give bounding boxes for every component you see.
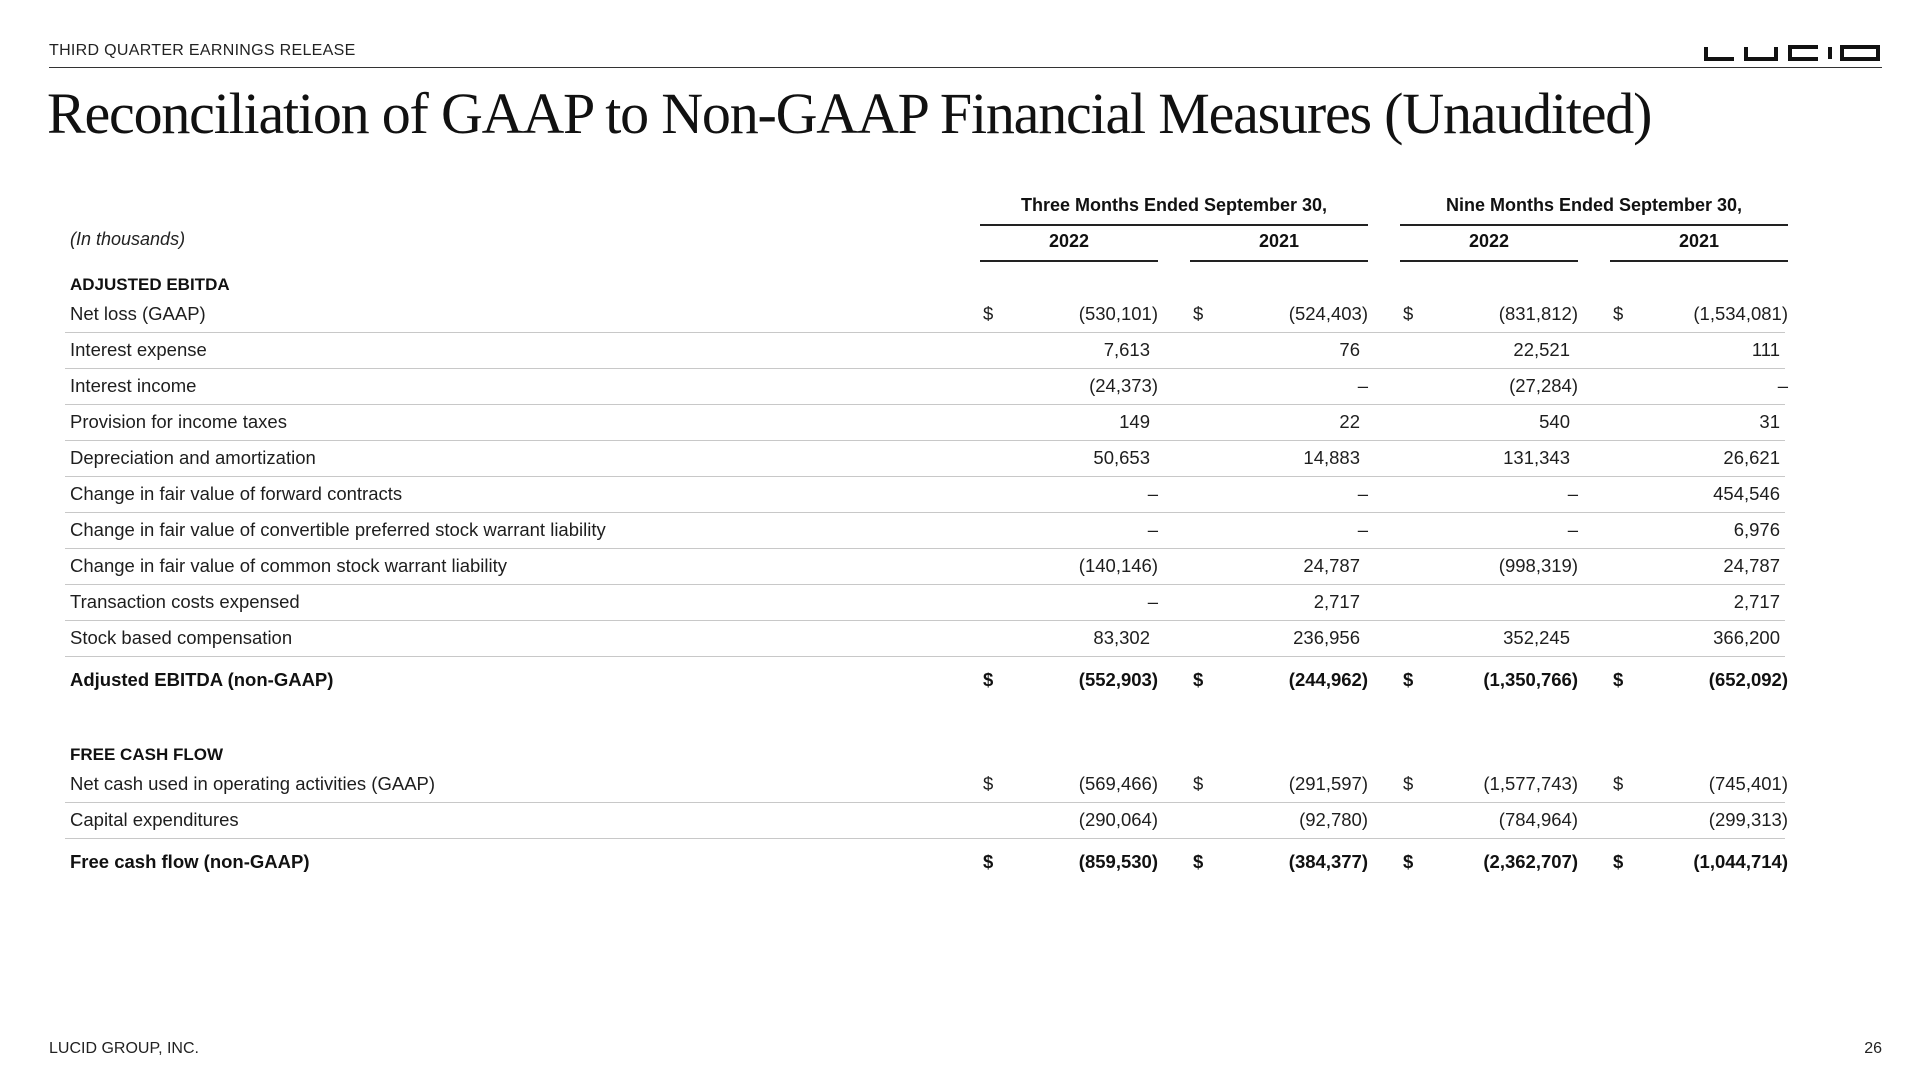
total-value: (552,903) [1078, 669, 1158, 690]
row-label: Change in fair value of convertible preferred stock warrant liability [70, 519, 606, 540]
cell-value: 352,245 [1503, 627, 1570, 648]
total-value: (244,962) [1288, 669, 1368, 690]
currency-symbol: $ [1613, 303, 1624, 324]
cell-value: (140,146) [1078, 555, 1158, 576]
cell-value: (745,401) [1708, 773, 1788, 794]
cell-value: 111 [1751, 339, 1780, 360]
cell-value: (92,780) [1299, 809, 1368, 830]
total-value: (384,377) [1288, 851, 1368, 872]
table-row [65, 476, 1785, 513]
header-rule [49, 67, 1882, 68]
cell-value: (530,101) [1078, 303, 1158, 324]
header-label: THIRD QUARTER EARNINGS RELEASE [49, 42, 356, 59]
table-row [65, 802, 1788, 839]
cell-value: (24,373) [1089, 375, 1158, 396]
table-row [65, 548, 1785, 585]
cell-value: 14,883 [1303, 447, 1360, 468]
cell-value: – [1357, 483, 1368, 504]
cell-value: 24,787 [1303, 555, 1360, 576]
year-header: 2021 [1678, 231, 1720, 251]
row-label: Depreciation and amortization [70, 447, 316, 468]
period-header: Three Months Ended September 30, [1020, 195, 1328, 215]
total-label: Free cash flow (non-GAAP) [70, 851, 310, 872]
currency-symbol: $ [983, 303, 994, 324]
total-value: (2,362,707) [1483, 851, 1578, 872]
row-label: Stock based compensation [70, 627, 293, 648]
units-label: (In thousands) [70, 229, 186, 249]
lucid-wordmark-icon [1704, 44, 1882, 62]
cell-value: 26,621 [1723, 447, 1780, 468]
year-header: 2022 [1048, 231, 1090, 251]
page-number: 26 [1864, 1040, 1882, 1057]
table-row [65, 368, 1788, 405]
cell-value: 2,717 [1313, 591, 1360, 612]
cell-value: 7,613 [1103, 339, 1150, 360]
table-row [65, 584, 1785, 621]
period-rule [980, 224, 1368, 226]
cell-value: 236,956 [1293, 627, 1360, 648]
cell-value: – [1147, 519, 1158, 540]
currency-symbol: $ [1403, 303, 1414, 324]
currency-symbol: $ [1613, 851, 1624, 872]
currency-symbol: $ [1193, 303, 1204, 324]
cell-value: (291,597) [1288, 773, 1368, 794]
row-label: Change in fair value of common stock warrant liability [70, 555, 507, 576]
currency-symbol: $ [1193, 669, 1204, 690]
total-value: (859,530) [1078, 851, 1158, 872]
row-label: Net loss (GAAP) [70, 303, 206, 324]
currency-symbol: $ [1193, 851, 1204, 872]
cell-value: (290,064) [1078, 809, 1158, 830]
year-rule [1400, 260, 1578, 262]
currency-symbol: $ [983, 773, 994, 794]
cell-value: (998,319) [1498, 555, 1578, 576]
total-value: (1,350,766) [1483, 669, 1578, 690]
year-rule [1610, 260, 1788, 262]
row-label: Interest expense [70, 339, 207, 360]
cell-value: 22 [1339, 411, 1360, 432]
table-row [65, 512, 1785, 549]
currency-symbol: $ [1193, 773, 1204, 794]
total-label: Adjusted EBITDA (non-GAAP) [70, 669, 334, 690]
cell-value: 454,546 [1713, 483, 1780, 504]
cell-value: (1,577,743) [1483, 773, 1578, 794]
cell-value: (831,812) [1498, 303, 1578, 324]
cell-value: – [1147, 483, 1158, 504]
cell-value: 22,521 [1513, 339, 1570, 360]
cell-value: (299,313) [1708, 809, 1788, 830]
total-value: (1,044,714) [1693, 851, 1788, 872]
year-rule [980, 260, 1158, 262]
cell-value: (524,403) [1288, 303, 1368, 324]
total-row [65, 844, 1788, 880]
row-label: Provision for income taxes [70, 411, 287, 432]
cell-value: – [1567, 483, 1578, 504]
total-value: (652,092) [1708, 669, 1788, 690]
cell-value: – [1357, 519, 1368, 540]
footer-company: LUCID GROUP, INC. [49, 1040, 199, 1057]
cell-value: 31 [1759, 411, 1780, 432]
cell-value: 24,787 [1723, 555, 1780, 576]
cell-value: – [1147, 591, 1158, 612]
year-header: 2021 [1258, 231, 1300, 251]
cell-value: 76 [1339, 339, 1360, 360]
cell-value: 2,717 [1733, 591, 1780, 612]
cell-value: (1,534,081) [1693, 303, 1788, 324]
currency-symbol: $ [983, 669, 994, 690]
total-row [65, 662, 1788, 698]
cell-value: 131,343 [1503, 447, 1570, 468]
currency-symbol: $ [1613, 669, 1624, 690]
cell-value: (784,964) [1498, 809, 1578, 830]
cell-value: 50,653 [1093, 447, 1150, 468]
cell-value: 366,200 [1713, 627, 1780, 648]
cell-value: (27,284) [1509, 375, 1578, 396]
table-row [65, 404, 1785, 441]
currency-symbol: $ [983, 851, 994, 872]
cell-value: – [1567, 519, 1578, 540]
table-row [65, 766, 1788, 803]
cell-value: 540 [1539, 411, 1570, 432]
currency-symbol: $ [1403, 851, 1414, 872]
year-header: 2022 [1468, 231, 1510, 251]
currency-symbol: $ [1403, 669, 1414, 690]
table-row [65, 440, 1785, 477]
cell-value: (569,466) [1078, 773, 1158, 794]
period-rule [1400, 224, 1788, 226]
row-label: Change in fair value of forward contracts [70, 483, 403, 504]
row-label: Net cash used in operating activities (GAAP) [70, 773, 436, 794]
cell-value: 83,302 [1093, 627, 1150, 648]
year-rule [1190, 260, 1368, 262]
currency-symbol: $ [1613, 773, 1624, 794]
cell-value: 149 [1119, 411, 1150, 432]
row-label: Transaction costs expensed [70, 591, 300, 612]
cell-value: 6,976 [1733, 519, 1780, 540]
row-label: Interest income [70, 375, 197, 396]
section-title: ADJUSTED EBITDA [70, 275, 230, 294]
row-label: Capital expenditures [70, 809, 239, 830]
table-row [65, 620, 1785, 657]
table-row [65, 332, 1785, 369]
cell-value: – [1777, 375, 1788, 396]
table-row [65, 296, 1788, 333]
cell-value: – [1357, 375, 1368, 396]
page-title: Reconciliation of GAAP to Non-GAAP Financial Measures (Unaudited) [47, 81, 1652, 146]
period-header: Nine Months Ended September 30, [1445, 195, 1743, 215]
section-title: FREE CASH FLOW [70, 745, 223, 764]
currency-symbol: $ [1403, 773, 1414, 794]
